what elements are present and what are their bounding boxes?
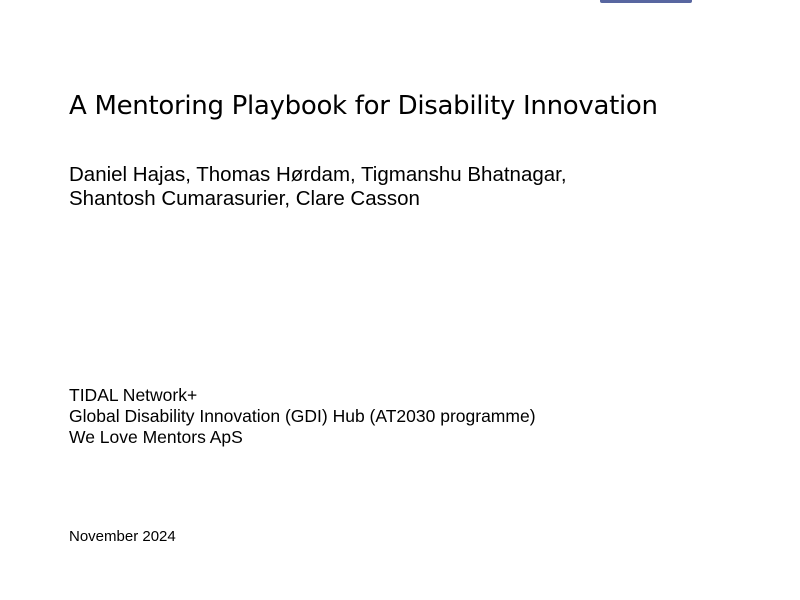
- top-edge-mark: [600, 0, 692, 3]
- document-title: A Mentoring Playbook for Disability Innovation: [69, 91, 658, 121]
- affiliation-line: TIDAL Network+: [69, 385, 198, 405]
- publication-date: November 2024: [69, 528, 176, 545]
- affiliation-line: We Love Mentors ApS: [69, 427, 243, 447]
- affiliation-list: [69, 385, 536, 448]
- author-list: [69, 163, 567, 211]
- author-line: Shantosh Cumarasurier, Clare Casson: [69, 187, 420, 210]
- author-line: Daniel Hajas, Thomas Hørdam, Tigmanshu Bhatnagar,: [69, 163, 567, 186]
- affiliation-line: Global Disability Innovation (GDI) Hub (AT2030 programme): [69, 406, 536, 426]
